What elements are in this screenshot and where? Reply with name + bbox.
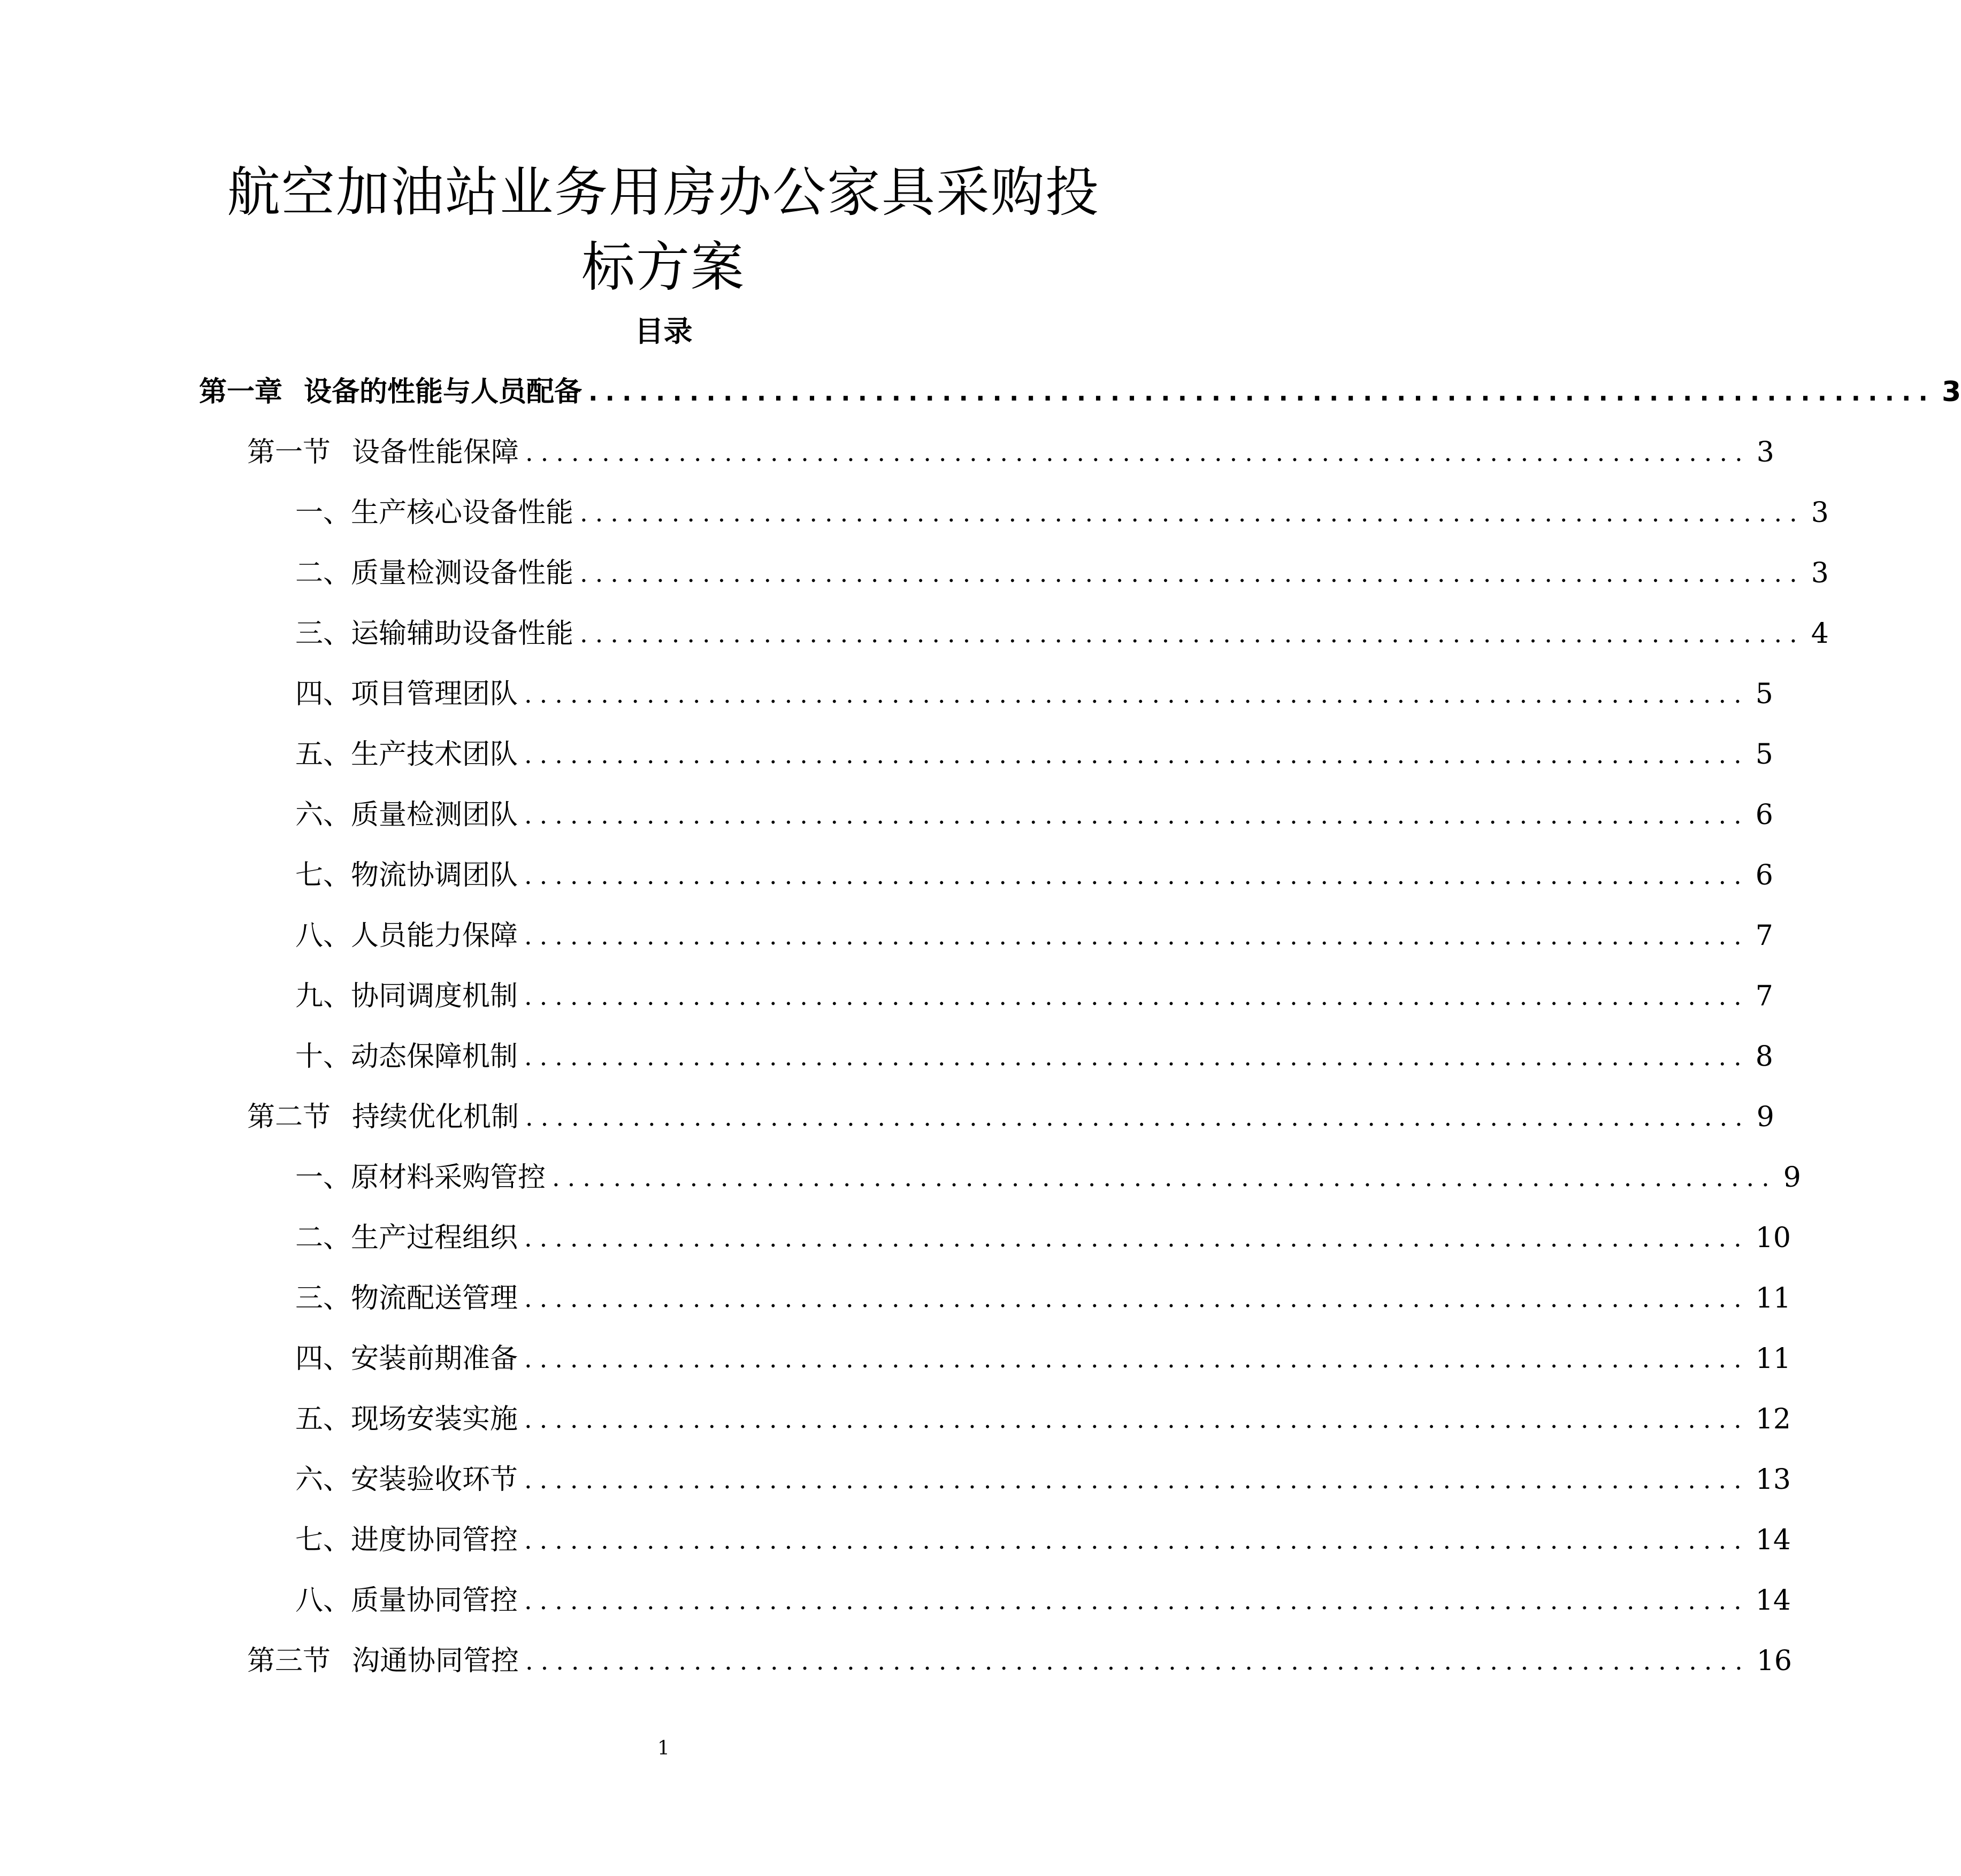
toc-entry-number: 三、 <box>295 618 351 650</box>
toc-entry-item[interactable] <box>295 794 1773 836</box>
toc-entry-title: 进度协同管控 <box>351 1524 518 1556</box>
toc-entry-page: 3 <box>1756 436 1774 468</box>
toc-entry-title: 物流配送管理 <box>351 1282 518 1314</box>
toc-entry-page: 9 <box>1756 1101 1774 1133</box>
toc-dot-leader: ................................................................................ <box>588 378 1935 406</box>
toc-entry-section[interactable] <box>247 431 1774 474</box>
toc-entry-item[interactable] <box>295 975 1773 1018</box>
toc-entry-page: 8 <box>1755 1041 1773 1073</box>
toc-entry-number: 五、 <box>295 1403 351 1435</box>
toc-entry-number: 二、 <box>295 557 351 589</box>
toc-dot-leader: ................................................................................ <box>524 1224 1749 1252</box>
toc-entry-item[interactable] <box>295 673 1773 716</box>
toc-entry-title: 质量检测团队 <box>351 799 518 831</box>
toc-entry-number: 六、 <box>295 799 351 831</box>
toc-entry-title: 设备的性能与人员配备 <box>304 376 583 408</box>
toc-dot-leader: ................................................................................ <box>524 1405 1749 1434</box>
toc-entry-item[interactable] <box>295 733 1773 776</box>
toc-dot-leader: ................................................................................ <box>524 1344 1749 1373</box>
toc-entry-page: 11 <box>1755 1282 1791 1314</box>
toc-entry-page: 3 <box>1942 376 1961 408</box>
toc-entry-item[interactable] <box>295 1519 1791 1562</box>
toc-entry-item[interactable] <box>295 1458 1791 1501</box>
toc-entry-title: 协同调度机制 <box>351 980 518 1012</box>
toc-dot-leader: ................................................................................ <box>580 498 1805 527</box>
toc-entry-item[interactable] <box>295 1156 1801 1199</box>
toc-dot-leader: ................................................................................ <box>524 982 1749 1011</box>
document-title: 航空加油站业务用房办公家具采购投标方案 <box>227 161 1100 298</box>
toc-entry-number: 二、 <box>295 1222 351 1254</box>
toc-entry-page: 13 <box>1755 1464 1791 1496</box>
toc-entry-page: 11 <box>1755 1343 1791 1375</box>
toc-entry-title: 物流协调团队 <box>351 859 518 891</box>
toc-entry-item[interactable] <box>295 612 1829 655</box>
toc-entry-item[interactable] <box>295 914 1773 957</box>
toc-entry-title: 安装验收环节 <box>351 1464 518 1496</box>
toc-entry-section[interactable] <box>247 1096 1774 1139</box>
toc-entry-page: 16 <box>1756 1645 1792 1677</box>
toc-entry-title: 安装前期准备 <box>351 1343 518 1375</box>
toc-entry-number: 七、 <box>295 859 351 891</box>
toc-entry-page: 7 <box>1755 920 1773 952</box>
toc-entry-page: 7 <box>1755 980 1773 1012</box>
toc-entry-page: 6 <box>1755 859 1773 891</box>
toc-entry-page: 14 <box>1755 1585 1791 1617</box>
toc-entry-number: 四、 <box>295 678 351 710</box>
toc-entry-number: 五、 <box>295 739 351 771</box>
toc-entry-number: 八、 <box>295 1585 351 1617</box>
toc-entry-page: 10 <box>1755 1222 1791 1254</box>
toc-entry-number: 一、 <box>295 1162 351 1194</box>
toc-entry-title: 运输辅助设备性能 <box>351 618 574 650</box>
toc-heading: 目录 <box>634 314 693 348</box>
toc-entry-item[interactable] <box>295 1277 1791 1320</box>
toc-entry-item[interactable] <box>295 552 1829 595</box>
toc-entry-item[interactable] <box>295 1398 1791 1441</box>
toc-entry-title: 动态保障机制 <box>351 1041 518 1073</box>
toc-dot-leader: ................................................................................ <box>524 1526 1749 1555</box>
toc-entry-title: 现场安装实施 <box>351 1403 518 1435</box>
toc-dot-leader: ................................................................................ <box>525 1103 1750 1132</box>
toc-entry-item[interactable] <box>295 854 1773 897</box>
toc-dot-leader: ................................................................................ <box>525 1647 1750 1675</box>
toc-entry-title: 项目管理团队 <box>351 678 518 710</box>
toc-dot-leader: ................................................................................ <box>524 1465 1749 1494</box>
toc-entry-title: 设备性能保障 <box>352 436 519 468</box>
toc-dot-leader: ................................................................................ <box>552 1163 1777 1192</box>
toc-entry-item[interactable] <box>295 1035 1773 1078</box>
toc-entry-page: 14 <box>1755 1524 1791 1556</box>
toc-dot-leader: ................................................................................ <box>525 438 1750 467</box>
toc-entry-number: 四、 <box>295 1343 351 1375</box>
toc-entry-number: 九、 <box>295 980 351 1012</box>
toc-entry-page: 6 <box>1755 799 1773 831</box>
toc-entry-number: 第三节 <box>247 1645 331 1677</box>
toc-entry-number: 第一章 <box>199 376 283 408</box>
toc-entry-item[interactable] <box>295 491 1829 534</box>
toc-entry-title: 生产核心设备性能 <box>351 497 574 529</box>
toc-entry-item[interactable] <box>295 1579 1791 1622</box>
toc-entry-title: 沟通协同管控 <box>352 1645 519 1677</box>
toc-entry-title: 原材料采购管控 <box>351 1162 546 1194</box>
page-number: 1 <box>657 1737 670 1759</box>
toc-entry-title: 持续优化机制 <box>352 1101 519 1133</box>
toc-entry-number: 第二节 <box>247 1101 331 1133</box>
toc-dot-leader: ................................................................................ <box>580 619 1805 648</box>
toc-entry-title: 人员能力保障 <box>351 920 518 952</box>
toc-entry-page: 5 <box>1755 678 1773 710</box>
toc-entry-item[interactable] <box>295 1217 1791 1259</box>
toc-entry-page: 4 <box>1811 618 1829 650</box>
toc-entry-chapter[interactable] <box>199 371 1961 413</box>
toc-entry-page: 3 <box>1811 497 1829 529</box>
toc-entry-page: 12 <box>1755 1403 1791 1435</box>
toc-entry-page: 5 <box>1755 739 1773 771</box>
toc-dot-leader: ................................................................................ <box>524 861 1749 890</box>
toc-entry-number: 一、 <box>295 497 351 529</box>
toc-dot-leader: ................................................................................ <box>524 1284 1749 1313</box>
toc-entry-item[interactable] <box>295 1337 1791 1380</box>
toc-entry-title: 生产技术团队 <box>351 739 518 771</box>
toc-entry-number: 八、 <box>295 920 351 952</box>
toc-entry-title: 生产过程组织 <box>351 1222 518 1254</box>
toc-entry-page: 3 <box>1811 557 1829 589</box>
toc-dot-leader: ................................................................................ <box>524 680 1749 709</box>
toc-entry-title: 质量检测设备性能 <box>351 557 574 589</box>
toc-entry-number: 十、 <box>295 1041 351 1073</box>
toc-entry-section[interactable] <box>247 1640 1792 1682</box>
toc-dot-leader: ................................................................................ <box>524 740 1749 769</box>
toc-dot-leader: ................................................................................ <box>524 1586 1749 1615</box>
toc-dot-leader: ................................................................................ <box>524 1042 1749 1071</box>
toc-entry-number: 六、 <box>295 1464 351 1496</box>
toc-entry-title: 质量协同管控 <box>351 1585 518 1617</box>
toc-entry-number: 第一节 <box>247 436 331 468</box>
toc-dot-leader: ................................................................................ <box>580 559 1805 588</box>
toc-dot-leader: ................................................................................ <box>524 801 1749 829</box>
toc-entry-page: 9 <box>1783 1162 1801 1194</box>
toc-entry-number: 七、 <box>295 1524 351 1556</box>
toc-dot-leader: ................................................................................ <box>524 921 1749 950</box>
toc-entry-number: 三、 <box>295 1282 351 1314</box>
